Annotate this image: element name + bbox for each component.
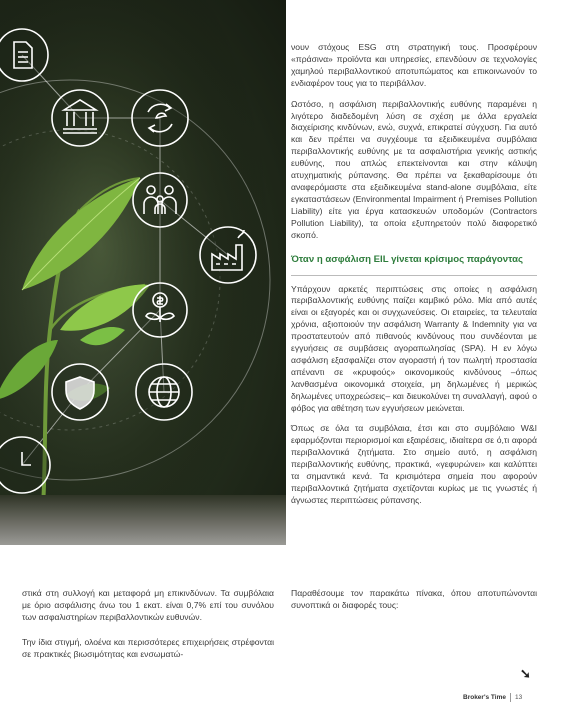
page-footer <box>463 693 522 702</box>
paragraph: Παραθέσουμε τον παρακάτω πίνακα, όπου αποτυπώνονται συνοπτικά οι διαφορές τους: <box>291 588 537 610</box>
heading-divider <box>291 275 537 276</box>
globe-icon <box>136 364 192 420</box>
continue-arrow-icon: ➘ <box>520 666 531 681</box>
footer-divider <box>510 693 511 702</box>
page-number: 13 <box>514 694 523 702</box>
money-plant-icon <box>133 283 187 337</box>
paragraph: Ωστόσο, η ασφάλιση περιβαλλοντικής ευθύνης παραμένει η λιγότερο διαδεδομένη λύση σε σχέση με άλλα εργαλεία διαχείρισης κινδύνων, ενώ, συχνά, επικρατεί σύγχυση. Για αυτό και δεν πρέπει να συγχέουμε τα εξειδικευμένα συμβόλαια περιβαλλοντικής ευθύνης με τα ασφαλιστήρια γενικής αστικής ευθύνης, που απλώς επεκτείνονται και στην κάλυψη ατυχηματικής ρύπανσης. Θα πρέπει να ξεκαθαρίσουμε ότι αναφερόμαστε στα εξειδικευμένα stand-alone συμβόλαια, είτε εγκαταστάσεων (Environmental Impairment ή Premises Pollution Liability) είτε για έργα κατασκευών υποδομών (Contractors Pollution Liability), τα οποία εξυπηρετούν πολύ διαφορετικό σκοπό. <box>291 98 537 240</box>
paragraph: Την ίδια στιγμή, ολοένα και περισσότερες επιχειρήσεις στρέφονται σε πρακτικές βιωσιμότητας και ενσωματώ- <box>22 636 274 659</box>
clock-icon <box>0 437 50 493</box>
article-column-left-bottom <box>22 588 274 674</box>
recycle-icon <box>132 90 188 146</box>
paragraph: Όπως σε όλα τα συμβόλαια, έτσι και στο συμβόλαιο W&I εφαρμόζονται περιορισμοί και εξαιρέσεις, ιδιαίτερα σε ό,τι αφορά περιβαλλοντικά ζητήματα. Στο σημείο αυτό, η ασφάλιση περιβαλλοντικής ευθύνης, πρακτικά, «γεφυρώνει» και καλύπτει τα σημαντικά κενά. Τα κρισιμότερα σημεία που αφορούν περιβαλλοντικά ζητήματα σχετίζονται κυρίως με τις γνωστές ή άγνωστες περιπτώσεις ρύπανσης. <box>291 423 537 505</box>
document-icon <box>0 29 48 81</box>
hero-image <box>0 0 286 545</box>
esg-icon-network <box>0 0 286 545</box>
bank-icon <box>52 90 108 146</box>
publication-name: Broker's Time <box>463 694 506 702</box>
article-column-right-bottom <box>291 588 537 612</box>
family-icon <box>133 173 187 227</box>
paragraph: νουν στόχους ESG στη στρατηγική τους. Προσφέρουν «πράσινα» προϊόντα και υπηρεσίες, επενδύουν σε τεχνολογίες χαμηλού περιβαλλοντικού αποτυπώματος και επικοινωνούν το ενδιαφέρον τους για το περιβάλλον. <box>291 42 537 88</box>
paragraph: Υπάρχουν αρκετές περιπτώσεις στις οποίες η ασφάλιση περιβαλλοντικής ευθύνης παίζει καμβικό ρόλο. Μία από αυτές είναι οι εξαγορές και οι συγχωνεύσεις. Οι εταιρείες, τα τελευταία χρόνια, αξιοποιούν την ασφάλιση Warranty & Indemnity για να προστατευτούν από πιθανούς κινδύνους που συνδέονται με εγγυήσεις σε συμβάσεις αγοραπωλησίας (SPA). Η εν λόγω ασφάλιση εξασφαλίζει στον αγοραστή ή τον πωλητή προστασία απέναντι σε «κρυφούς» οικονομικούς κινδύνους –όπως λανθασμένα οικονομικά στοιχεία, μη δηλωμένες ή μερικώς δηλωμένες υποχρεώσεις– και διευκολύνει τη συναλλαγή, αφού ο φόβος για αθέτηση των εγγυήσεων μειώνεται. <box>291 283 537 413</box>
factory-icon <box>200 227 256 283</box>
shield-icon <box>52 364 108 420</box>
hero-ground <box>0 495 286 545</box>
section-heading: Όταν η ασφάλιση EIL γίνεται κρίσιμος παράγοντας <box>291 253 524 265</box>
paragraph: στικά στη συλλογή και μεταφορά μη επικινδύνων. Τα συμβόλαια με όριο ασφάλισης άνω του 1 εκατ. είναι 0,7% επί του συνόλου των ασφαλιστηρίων περιβαλλοντικών ευθυνών. <box>22 588 274 622</box>
article-column-right <box>291 0 537 516</box>
